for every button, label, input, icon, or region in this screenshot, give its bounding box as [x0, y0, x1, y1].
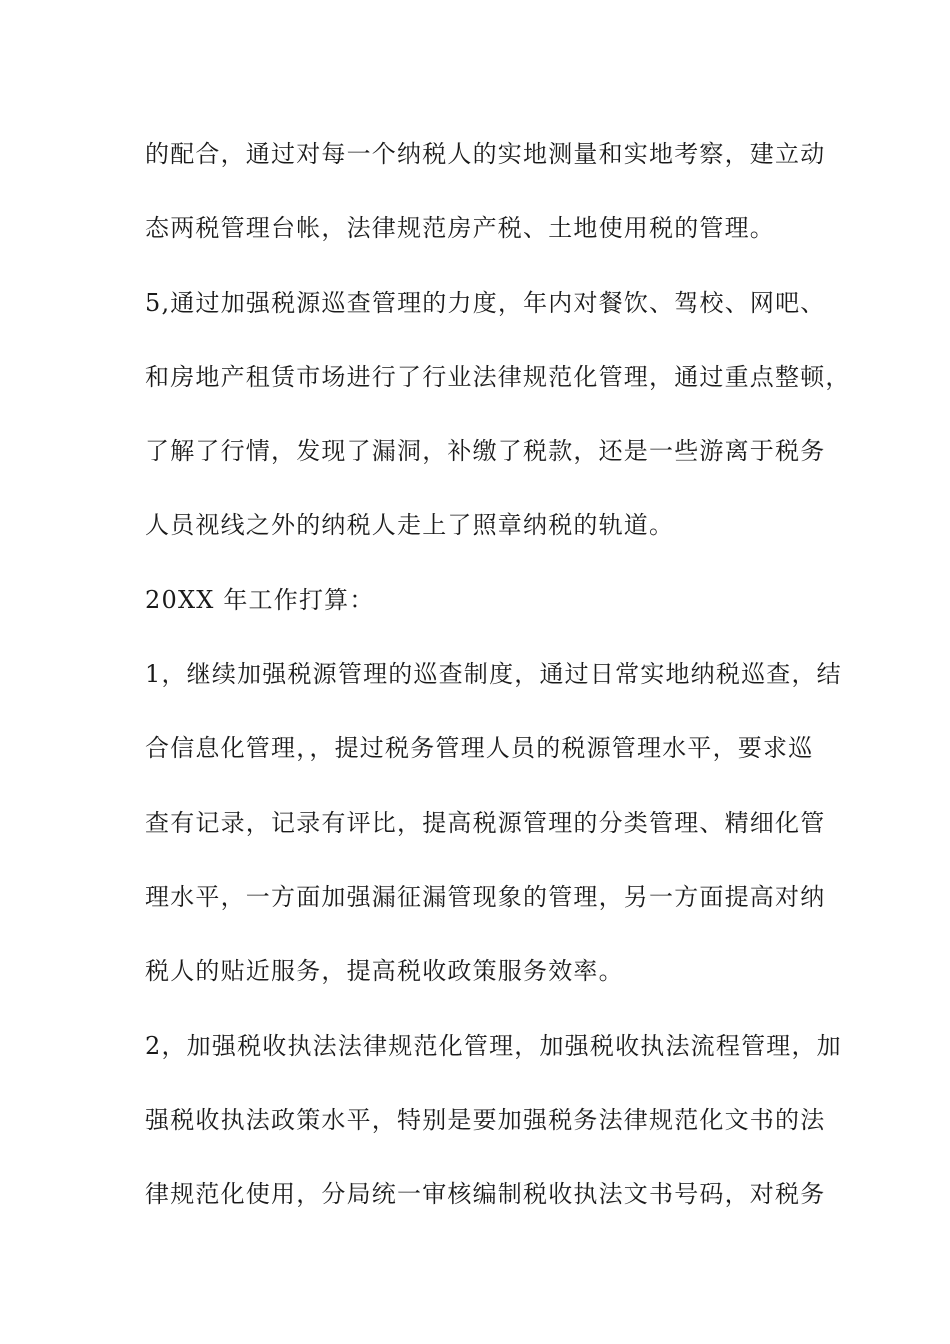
- text-line: 1，继续加强税源管理的巡查制度，通过日常实地纳税巡查，结: [145, 660, 842, 689]
- text-line: 合信息化管理，，提过税务管理人员的税源管理水平，要求巡: [145, 734, 814, 763]
- text-line: 态两税管理台帐，法律规范房产税、土地使用税的管理。: [145, 214, 775, 243]
- text-line: 的配合，通过对每一个纳税人的实地测量和实地考察，建立动: [145, 140, 826, 168]
- document-body: [145, 130, 851, 1244]
- text-line: 人员视线之外的纳税人走上了照章纳税的轨道。: [145, 511, 675, 540]
- text-line: 和房地产租赁市场进行了行业法律规范化管理，通过重点整顿，: [145, 362, 851, 391]
- text-line: 5,通过加强税源巡查管理的力度，年内对餐饮、驾校、网吧、: [145, 288, 826, 317]
- text-line: 查有记录，记录有评比，提高税源管理的分类管理、精细化管: [145, 808, 826, 837]
- text-line: 律规范化使用，分局统一审核编制税收执法文书号码，对税务: [145, 1180, 826, 1209]
- text-line: 强税收执法政策水平，特别是要加强税务法律规范化文书的法: [145, 1105, 826, 1134]
- text-line: 了解了行情，发现了漏洞，补缴了税款，还是一些游离于税务: [145, 437, 826, 466]
- text-line: 2，加强税收执法法律规范化管理，加强税收执法流程管理，加: [145, 1031, 842, 1060]
- section-heading: 20XX 年工作打算：: [145, 585, 375, 614]
- text-line: 税人的贴近服务，提高税收政策服务效率。: [145, 957, 624, 986]
- text-line: 理水平，一方面加强漏征漏管现象的管理，另一方面提高对纳: [145, 882, 826, 911]
